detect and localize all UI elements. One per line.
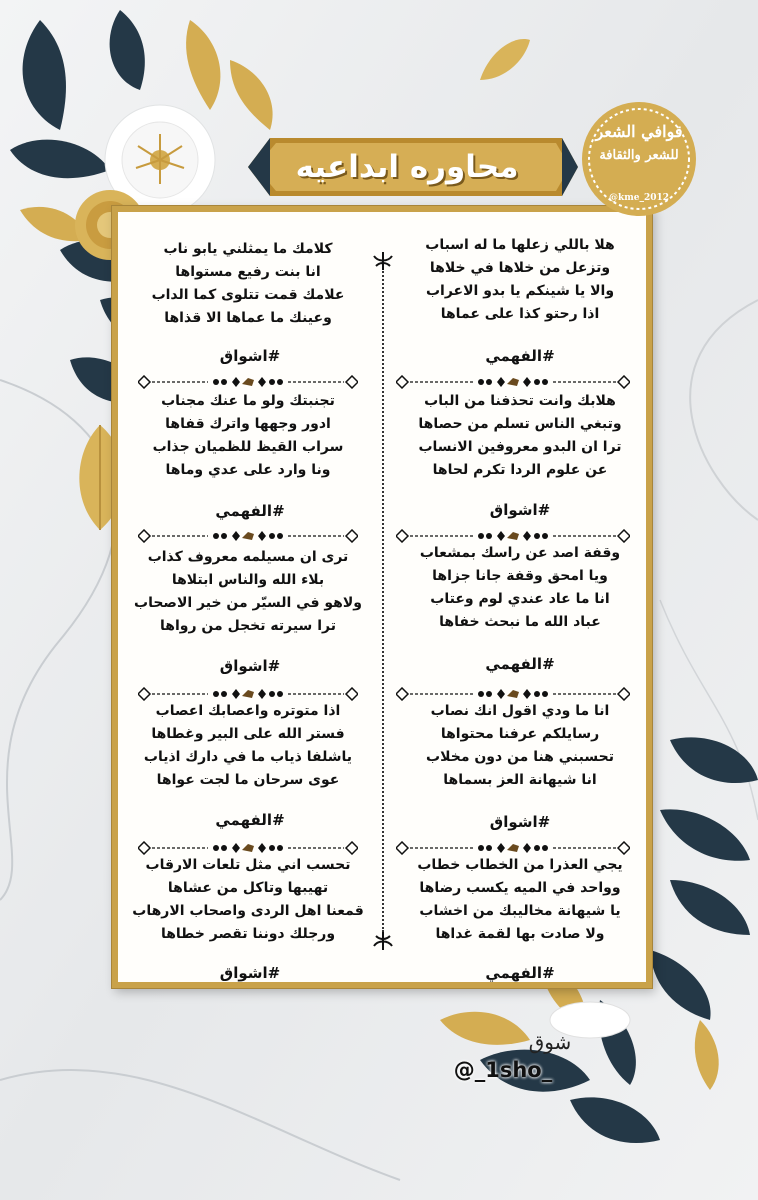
verse-line: ترى ان مسيلمه معروف كذاب: [147, 549, 349, 565]
signature-right-1: #الفهمي: [485, 347, 555, 365]
verse-line: ولا صادت بها لقمة غداها: [435, 926, 605, 942]
ornament-divider: [138, 374, 358, 388]
bottom-ornament-icon: [370, 930, 396, 952]
verse-line: فستر الله على البير وغطاها: [151, 726, 345, 742]
verse-left-1: [128, 238, 368, 330]
author-handle: @_1sho_: [453, 1058, 553, 1082]
verse-right-4: [400, 700, 640, 792]
top-ornament-icon: [370, 250, 396, 272]
verse-line: بلاء الله والناس ابتلاها: [171, 572, 325, 588]
verse-line: رسايلكم عرفنا محتواها: [440, 726, 600, 742]
verse-line: هلا باللي زعلها ما له اسباب: [425, 237, 615, 253]
verse-line: سراب القيظ للظميان جذاب: [152, 439, 344, 455]
verse-line: انا بنت رفيع مستواها: [175, 264, 321, 280]
seal-line1: قوافي الشعر: [595, 122, 683, 141]
verse-line: ترا سيرته تخجل من رواها: [160, 618, 336, 634]
ornament-divider: [396, 840, 630, 854]
signature-left-3: #اشواق: [219, 657, 281, 675]
verse-line: عباد الله ما نبحث خفاها: [439, 614, 601, 630]
verse-line: ياشلفا ذياب ما في دارك اذياب: [143, 749, 353, 765]
verse-line: يجي العذرا من الخطاب خطاب: [417, 857, 623, 873]
verse-line: تهيبها وتاكل من عشاها: [167, 880, 329, 896]
verse-line: عوى سرحان ما لجت عواها: [156, 772, 340, 788]
ornament-divider: [396, 686, 630, 700]
verse-line: اذا رحتو كذا على عماها: [440, 306, 600, 322]
verse-line: وعينك ما عماها الا قذاها: [164, 310, 332, 326]
verse-line: ادور وجهها واترك قفاها: [165, 416, 331, 432]
verse-line: ورجلك دوننا تقصر خطاها: [160, 926, 336, 942]
verse-line: وتبغي الناس تسلم من حصاها: [418, 416, 622, 432]
verse-line: انا ما عاد عندي لوم وعتاب: [430, 591, 610, 607]
verse-line: ترا ان البدو معروفين الانساب: [418, 439, 622, 455]
ornament-divider: [396, 374, 630, 388]
center-divider: [382, 268, 384, 932]
ornament-divider: [138, 686, 358, 700]
verse-line: تحسبني هنا من دون مخلاب: [426, 749, 614, 765]
verse-line: والا يا شينكم يا بدو الاعراب: [425, 283, 615, 299]
verse-line: ونا وارد على عدي وماها: [165, 462, 331, 478]
verse-line: هلابك وانت تحذفنا من الباب: [424, 393, 616, 409]
verse-line: وواحد في الميه يكسب رضاها: [419, 880, 621, 896]
signature-right-2: #اشواق: [489, 501, 551, 519]
verse-left-5: [128, 854, 368, 946]
verse-right-3: [400, 542, 640, 634]
verse-left-4: [128, 700, 368, 792]
ornament-divider: [138, 840, 358, 854]
verse-line: قمعنا اهل الردى واصحاب الارهاب: [132, 903, 364, 919]
verse-left-3: [128, 546, 368, 638]
top-right-leaf: [470, 30, 540, 90]
signature-left-2: #الفهمي: [215, 502, 285, 520]
signature-left-1: #اشواق: [219, 347, 281, 365]
verse-left-2: [128, 390, 368, 482]
verse-line: يا شيهانة مخاليبك من اخشاب: [419, 903, 621, 919]
verse-line: ولاهو في السيّر من خير الاصحاب: [134, 595, 362, 611]
seal-handle: @kme_2012: [608, 193, 670, 203]
signature-right-5: #الفهمي: [485, 964, 555, 982]
verse-right-1: [400, 234, 640, 326]
verse-line: وقفة اصد عن راسك بمشعاب: [419, 545, 621, 561]
verse-line: تحسب اني مثل تلعات الارقاب: [145, 857, 351, 873]
verse-line: انا ما ودي اقول انك نصاب: [430, 703, 610, 719]
ornament-divider: [138, 528, 358, 542]
signature-right-4: #اشواق: [489, 813, 551, 831]
verse-line: اذا متوتره واعصابك اعصاب: [155, 703, 341, 719]
verse-line: كلامك ما يمثلني يابو ناب: [163, 241, 333, 257]
ornament-divider: [396, 528, 630, 542]
verse-line: عن علوم الردا تكرم لحاها: [432, 462, 608, 478]
page-title: محاوره ابداعيه: [295, 149, 519, 185]
verse-right-2: [400, 390, 640, 482]
author-name: شوق: [528, 1030, 572, 1054]
verse-line: ويا امحق وقفة جانا جزاها: [432, 568, 608, 584]
verse-line: تجنبتك ولو ما عنك مجناب: [161, 393, 335, 409]
verse-line: علامك قمت تتلوى كما الداب: [151, 287, 345, 303]
signature-left-5: #اشواق: [219, 964, 281, 982]
verse-line: وتزعل من خلاها في خلاها: [429, 260, 611, 276]
verse-line: انا شيهانة العز بسماها: [443, 772, 597, 788]
verse-right-5: [400, 854, 640, 946]
seal-line2: للشعر والثقافة: [599, 148, 679, 163]
signature-right-3: #الفهمي: [485, 655, 555, 673]
signature-left-4: #الفهمي: [215, 811, 285, 829]
